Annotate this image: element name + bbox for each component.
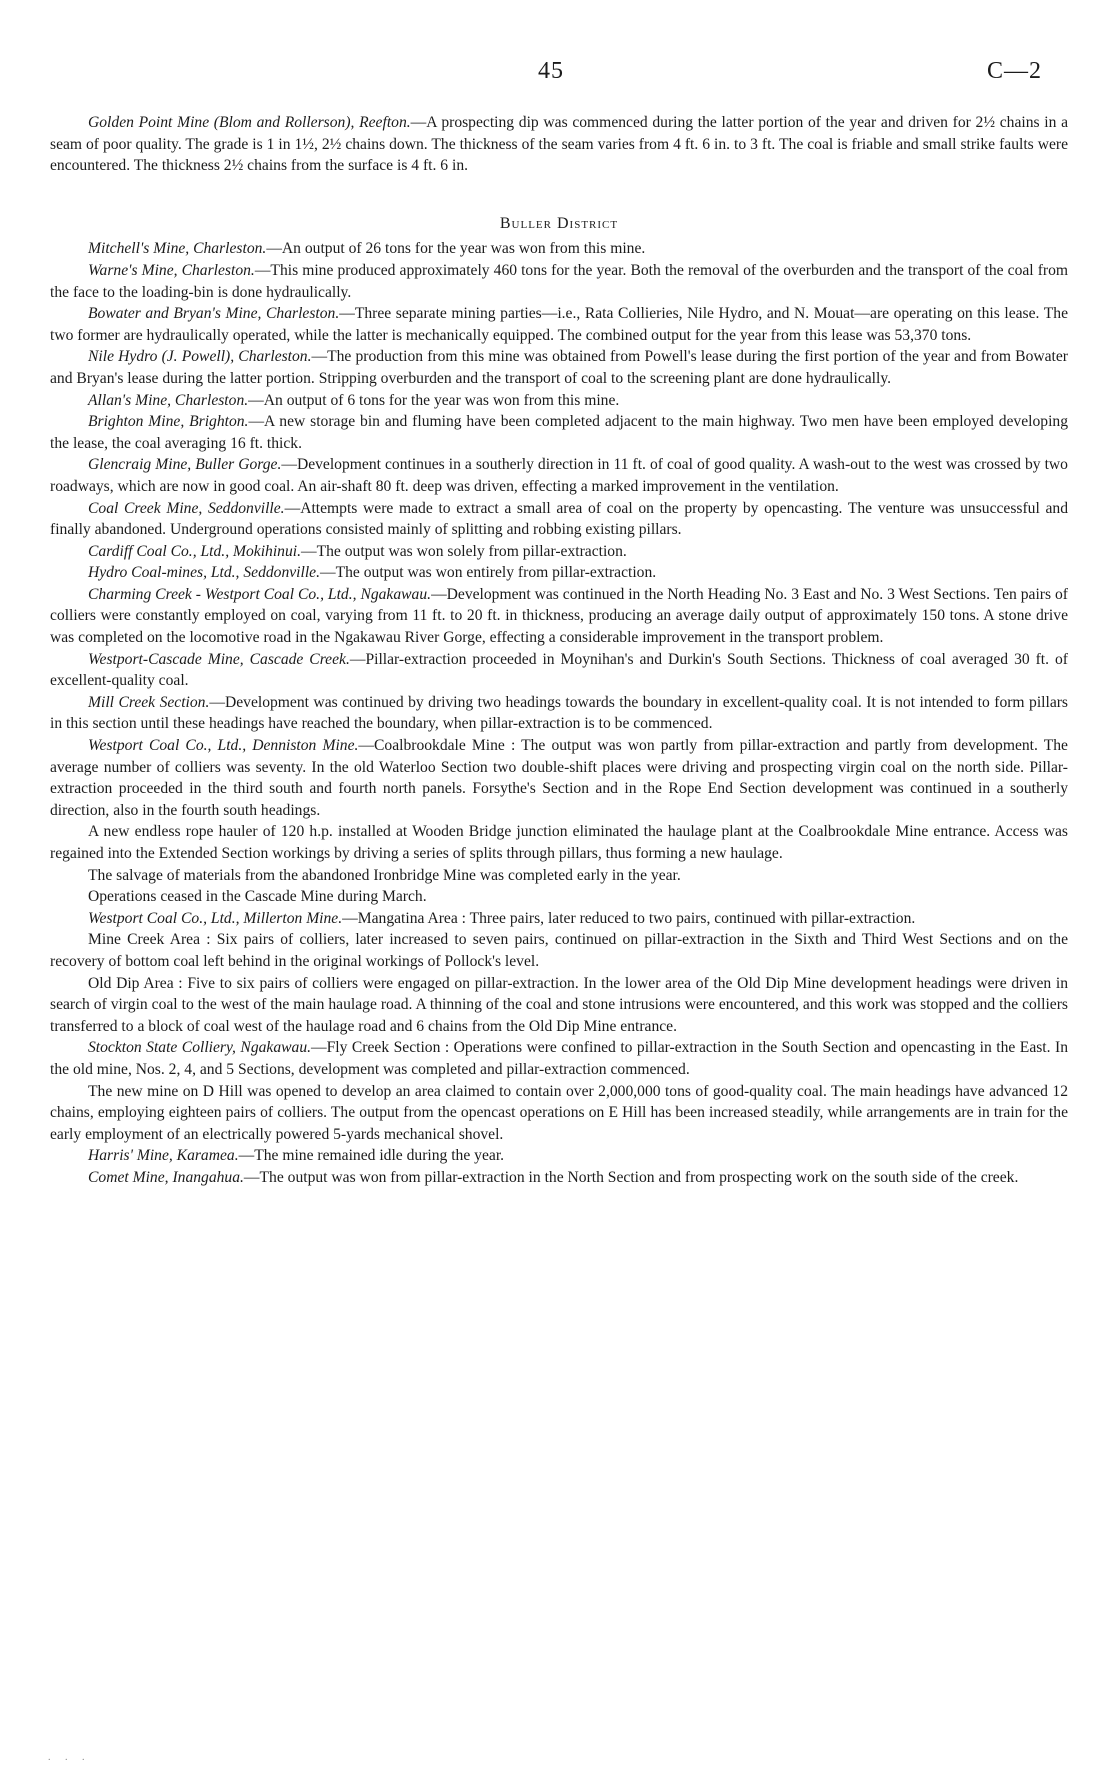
paragraph xyxy=(50,303,1068,346)
paragraph-text: Mine Creek Area : Six pairs of colliers, later increased to seven pairs, continued on pillar-extraction in the Sixth and Third West Sections and on the recovery of bottom coal left behind in the original workings of Pollock's level. xyxy=(50,931,1068,970)
paragraph-text: —The mine remained idle during the year. xyxy=(238,1147,505,1165)
paragraph xyxy=(50,735,1068,821)
paragraph xyxy=(50,454,1068,497)
paragraph-text: The new mine on D Hill was opened to develop an area claimed to contain over 2,000,000 tons of good-quality coal. The main headings have advanced 12 chains, employing eighteen pairs of colliers. The output from the opencast operations on E Hill has been increased steadily, while arrangements are in train for the early employment of an electrically powered 5-yards mechanical shovel. xyxy=(50,1082,1068,1143)
paragraph-text: —A prospecting dip was commenced during the latter portion of the year and driven for 2½ chains in a seam of poor quality. The grade is 1 in 1½, 2½ chains down. The thickness of the seam varies from 4 ft. 6 in. to 3 ft. The coal is friable and small strike faults were encountered. The thickness 2½ chains from the surface is 4 ft. 6 in. xyxy=(50,114,1068,175)
paragraph-text: Old Dip Area : Five to six pairs of colliers were engaged on pillar-extraction. In the lower area of the Old Dip Mine development headings were driven in search of virgin coal to the west of the main haulage road. A thinning of the coal and stone intrusions were encountered, and this work was stopped and the colliers transferred to a block of coal west of the haulage road and 6 chains from the Old Dip Mine entrance. xyxy=(50,974,1068,1035)
mine-title: Westport Coal Co., Ltd., Denniston Mine. xyxy=(88,737,359,755)
paragraph-text: —Development was continued by driving two headings towards the boundary in excellent-quality coal. It is not intended to form pillars in this section until these headings have reached the boundary, when pillar-extraction is to be commenced. xyxy=(50,693,1068,733)
mine-title: Westport-Cascade Mine, Cascade Creek. xyxy=(88,650,350,668)
paragraph-text: —A new storage bin and fluming have been completed adjacent to the main highway. Two men have been employed developing the lease, the coal averaging 16 ft. thick. xyxy=(50,413,1068,452)
paragraph-text: —This mine produced approximately 460 tons for the year. Both the removal of the overburden and the transport of the coal from the face to the loading-bin is done hydraulically. xyxy=(50,261,1069,301)
mine-title: Charming Creek - Westport Coal Co., Ltd., Ngakawau. xyxy=(88,585,432,603)
paragraph-text: —Development continues in a southerly direction in 11 ft. of coal of good quality. A wash-out to the west was crossed by two roadways, which are now in good coal. An air-shaft 80 ft. deep was driven, effecting a marked improvement in the ventilation. xyxy=(50,456,1068,495)
paragraph-text: —Fly Creek Section : Operations were confined to pillar-extraction in the South Section and opencasting in the East. In the old mine, Nos. 2, 4, and 5 Sections, development was completed and pillar-extraction commenced. xyxy=(50,1039,1068,1078)
mine-title: Golden Point Mine (Blom and Rollerson), Reefton. xyxy=(88,114,411,131)
paragraph xyxy=(50,929,1068,972)
paragraph xyxy=(50,498,1068,541)
paragraph xyxy=(50,411,1068,454)
paragraph xyxy=(50,1081,1068,1146)
paragraph-text: —Coalbrookdale Mine : The output was won partly from pillar-extraction and partly from development. The average number of colliers was seventy. In the old Waterloo Section two double-shift places were driving and prospecting virgin coal on the north side. Pillar-extraction proceeded in the third south and fourth north panels. Forsythe's Section and in the Rope End Section development was continued in a southerly direction, also in the fourth south headings. xyxy=(50,737,1068,819)
footer-mark: . . . xyxy=(48,1752,91,1763)
paragraph xyxy=(50,390,1068,412)
paragraph xyxy=(50,649,1068,692)
mine-title: Nile Hydro (J. Powell), Charleston. xyxy=(88,348,312,366)
mine-title: Westport Coal Co., Ltd., Millerton Mine. xyxy=(88,909,343,927)
paragraph xyxy=(50,821,1068,864)
document-reference: C—2 xyxy=(986,58,1042,84)
paragraph xyxy=(50,541,1068,563)
paragraph-list xyxy=(50,238,1068,1188)
mine-title: Mill Creek Section. xyxy=(88,693,210,711)
mine-title: Hydro Coal-mines, Ltd., Seddonville. xyxy=(88,564,321,582)
paragraph xyxy=(50,692,1068,735)
paragraph xyxy=(50,1037,1068,1080)
paragraph xyxy=(50,238,1068,260)
paragraph xyxy=(50,584,1068,649)
mine-title: Allan's Mine, Charleston. xyxy=(88,391,249,409)
paragraph-text: —Pillar-extraction proceeded in Moynihan's and Durkin's South Sections. Thickness of coal averaged 30 ft. of excellent-quality coal. xyxy=(50,650,1068,690)
body-text xyxy=(50,112,1068,1189)
paragraph-text: The salvage of materials from the abandoned Ironbridge Mine was completed early in the year. xyxy=(88,866,681,884)
paragraph xyxy=(50,1145,1068,1167)
paragraph-golden-point xyxy=(50,112,1068,177)
mine-title: Warne's Mine, Charleston. xyxy=(88,261,255,279)
paragraph-text: —The output was won from pillar-extraction in the North Section and from prospecting work on the south side of the creek. xyxy=(243,1168,1019,1186)
mine-title: Comet Mine, Inangahua. xyxy=(88,1168,244,1186)
paragraph xyxy=(50,346,1068,389)
paragraph xyxy=(50,886,1068,908)
paragraph xyxy=(50,260,1068,303)
mine-title: Harris' Mine, Karamea. xyxy=(88,1147,239,1165)
paragraph xyxy=(50,865,1068,887)
mine-title: Brighton Mine, Brighton. xyxy=(88,413,249,431)
paragraph-text: Operations ceased in the Cascade Mine during March. xyxy=(88,888,427,906)
paragraph-text: —The production from this mine was obtained from Powell's lease during the first portion of the year and from Bowater and Bryan's lease during the latter portion. Stripping overburden and the transport of coal to the screening plant are done hydraulically. xyxy=(50,348,1068,387)
paragraph-text: —Development was continued in the North Heading No. 3 East and No. 3 West Sections. Ten pairs of colliers were constantly employed on coal, varying from 11 ft. to 20 ft. in thickness, producing an average daily output of approximately 150 tons. A stone drive was completed on the locomotive road in the Ngakawau River Gorge, effecting a considerable improvement in the transport problem. xyxy=(50,585,1068,647)
paragraph-text: —Three separate mining parties—i.e., Rata Collieries, Nile Hydro, and N. Mouat—are operating on this lease. The two former are hydraulically operated, while the latter is mechanically equipped. The combined output for the year from this lease was 53,370 tons. xyxy=(50,305,1068,344)
paragraph-text: —An output of 26 tons for the year was won from this mine. xyxy=(266,240,646,258)
page-header xyxy=(0,58,1114,88)
paragraph-text: —Mangatina Area : Three pairs, later reduced to two pairs, continued with pillar-extraction. xyxy=(342,909,916,927)
paragraph-text: —Attempts were made to extract a small area of coal on the property by opencasting. The venture was unsuccessful and finally abandoned. Underground operations consisted mainly of splitting and robbing existing pillars. xyxy=(50,499,1068,539)
mine-title: Stockton State Colliery, Ngakawau. xyxy=(88,1039,312,1057)
paragraph-text: A new endless rope hauler of 120 h.p. installed at Wooden Bridge junction eliminated the haulage plant at the Coalbrookdale Mine entrance. Access was regained into the Extended Section workings by driving a series of splits through pillars, thus forming a new haulage. xyxy=(50,823,1068,862)
page-number: 45 xyxy=(538,58,564,84)
mine-title: Coal Creek Mine, Seddonville. xyxy=(88,499,285,517)
mine-title: Bowater and Bryan's Mine, Charleston. xyxy=(88,305,340,323)
paragraph xyxy=(50,562,1068,584)
section-heading: Buller District xyxy=(499,214,619,232)
paragraph-text: —The output was won entirely from pillar-extraction. xyxy=(320,564,657,582)
paragraph-text: —The output was won solely from pillar-extraction. xyxy=(301,542,627,560)
mine-title: Cardiff Coal Co., Ltd., Mokihinui. xyxy=(88,542,301,560)
paragraph xyxy=(50,973,1068,1038)
mine-title: Mitchell's Mine, Charleston. xyxy=(88,240,267,258)
paragraph xyxy=(50,908,1068,930)
paragraph xyxy=(50,1167,1068,1189)
mine-title: Glencraig Mine, Buller Gorge. xyxy=(88,456,282,474)
paragraph-text: —An output of 6 tons for the year was won from this mine. xyxy=(248,391,620,409)
